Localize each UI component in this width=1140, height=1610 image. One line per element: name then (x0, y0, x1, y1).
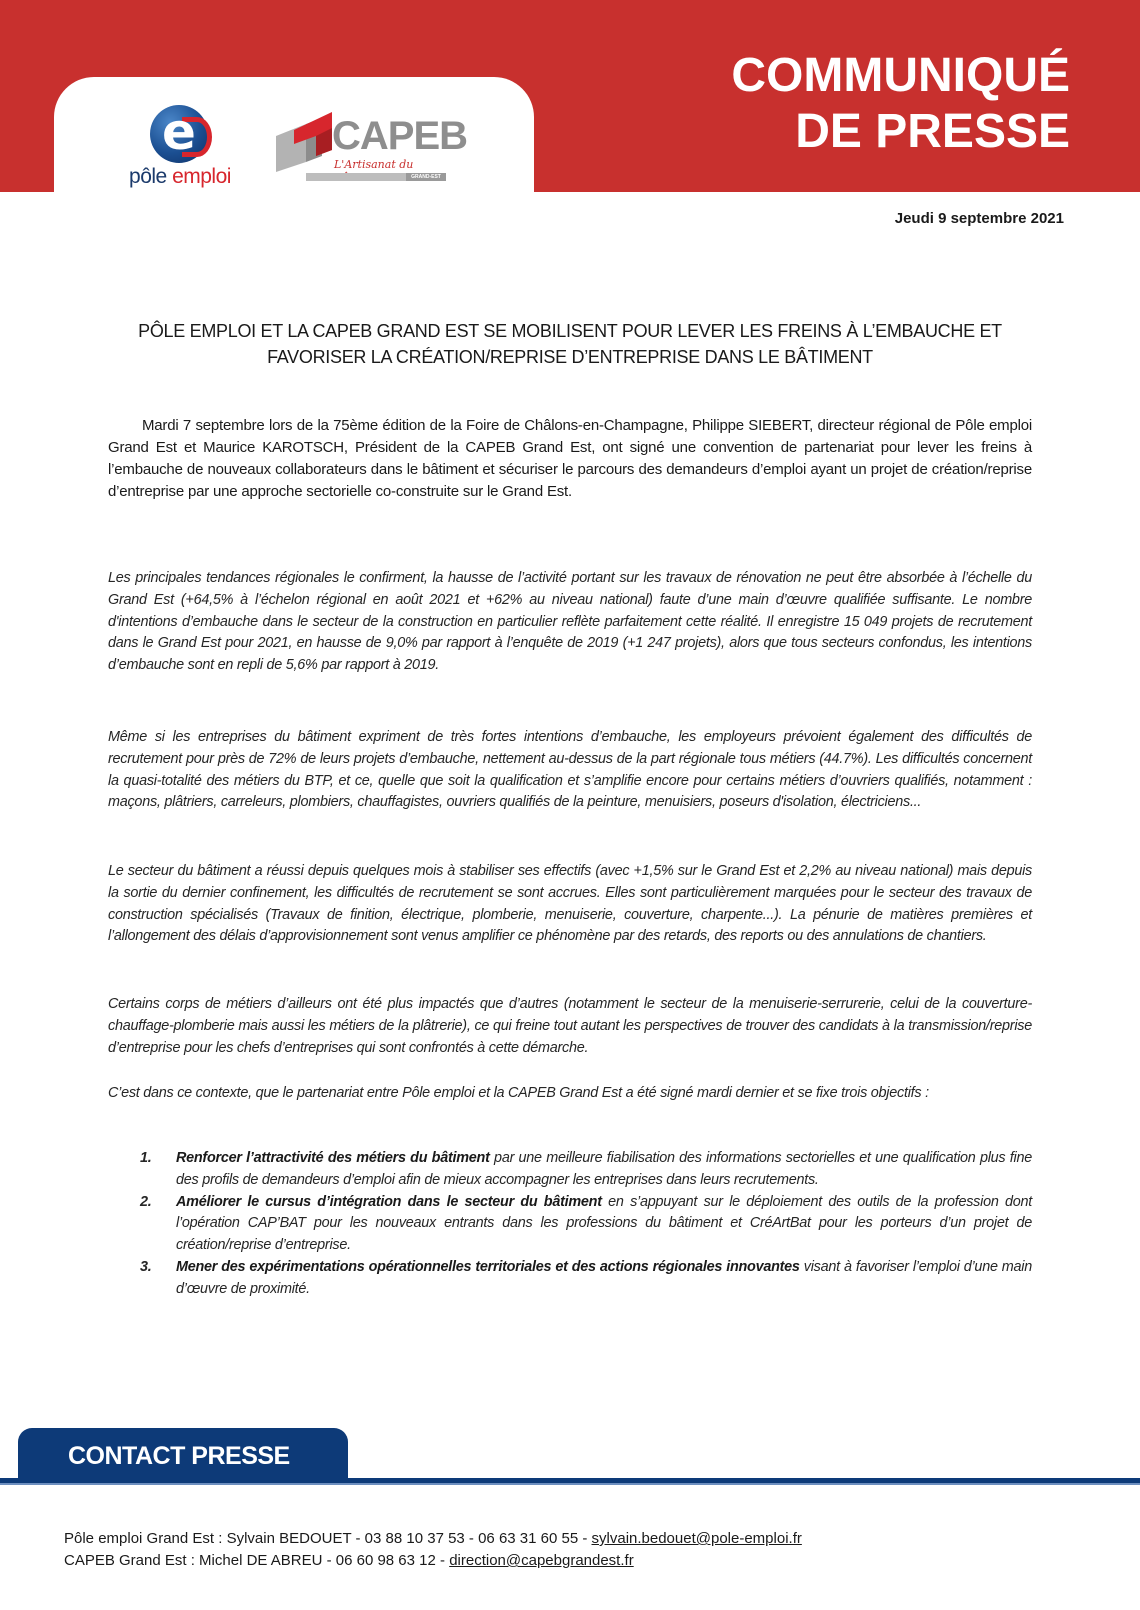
objective-text: par une meilleure fiabilisation des informations sectorielles et une qualification plus fine des profils de demandeurs d’emploi afin de mieux accompagner les entreprises dans leurs recrutements. (176, 1150, 1032, 1188)
pole-emploi-letter: e (162, 103, 196, 161)
pole-emploi-word-emploi: emploi (172, 165, 231, 188)
headline-line1: PÔLE EMPLOI ET LA CAPEB GRAND EST SE MOBILISENT POUR LEVER LES FREINS À L’EMBAUCHE ET (138, 321, 1002, 341)
capeb-tagline: L'Artisanat du (334, 158, 414, 171)
pole-emploi-wordmark (120, 165, 240, 189)
objective-item (140, 1192, 1032, 1257)
headline (100, 318, 1040, 370)
paragraph-trends: Les principales tendances régionales le confirment, la hausse de l’activité portant sur les travaux de rénovation ne peut être absorbée à l’échelle du Grand Est (+64,5% à l’échelon régional en août 2021 et +62% au niveau national) faute d’une main d’œuvre qualifiée suffisante. Le nombre d'intentions d’embauche dans le secteur de la construction en particulier reflète parfaitement cette réalité. Il enregistre 15 049 projets de recrutement dans le Grand Est pour 2021, en hausse de 9,0% par rapport à l’enquête de 2019 (+1 247 projets), alors que tous secteurs confondus, les intentions d’embauche sont en repli de 5,6% par rapport à 2019. (108, 570, 1032, 674)
contact-details: CAPEB Grand Est : Michel DE ABREU - 06 60 98 63 12 - (64, 1552, 450, 1569)
press-title-line1: COMMUNIQUÉ (731, 49, 1070, 102)
capeb-cube-logo-icon (276, 110, 340, 172)
objective-title: Mener des expérimentations opérationnelles territoriales et des actions régionales innovantes (176, 1258, 800, 1275)
objective-title: Améliorer le cursus d’intégration dans le secteur du bâtiment (176, 1193, 602, 1210)
press-release-title (731, 48, 1070, 160)
objectives-list (140, 1148, 1032, 1301)
email-link-capeb[interactable]: direction@capebgrandest.fr (449, 1552, 634, 1569)
objective-number: 1. (140, 1150, 152, 1166)
contact-line-pole-emploi (64, 1528, 802, 1550)
contact-line-capeb (64, 1550, 802, 1572)
contact-press-tab (18, 1428, 348, 1480)
capeb-region: GRAND-EST (406, 173, 446, 181)
paragraph-sector-stability: Le secteur du bâtiment a réussi depuis quelques mois à stabiliser ses effectifs (avec +1,5% sur le Grand Est et 2,2% au niveau national) mais depuis la sortie du dernier confinement, les difficultés de recrutement se sont accrues. Elles sont particulièrement marquées pour le secteur des travaux de construction spécialisés (Travaux de finition, électrique, plomberie, menuiserie, couverture, charpente...). La pénurie de matières premières et l’allongement des délais d’approvisionnement sont venus amplifier ce phénomène par des retards, des reports ou des annulations de chantiers. (108, 863, 1032, 945)
contact-list (64, 1528, 802, 1572)
headline-line2: FAVORISER LA CRÉATION/REPRISE D’ENTREPRISE DANS LE BÂTIMENT (267, 347, 873, 367)
contact-press-label: CONTACT PRESSE (68, 1442, 290, 1470)
email-link-pole-emploi[interactable]: sylvain.bedouet@pole-emploi.fr (591, 1530, 802, 1547)
pole-emploi-logo (120, 105, 240, 195)
capeb-logo (276, 110, 466, 192)
objective-item (140, 1257, 1032, 1301)
intro-paragraph: Mardi 7 septembre lors de la 75ème édition de la Foire de Châlons-en-Champagne, Philippe SIEBERT, directeur régional de Pôle emploi Grand Est et Maurice KAROTSCH, Président de la CAPEB Grand Est, ont signé une convention de partenariat pour lever les freins à l’embauche de nouveaux collaborateurs dans le bâtiment et sécuriser le parcours des demandeurs d’emploi ayant un projet de création/reprise d’entreprise par une approche sectorielle co-construite sur le Grand Est. (108, 417, 1032, 500)
contact-details: Pôle emploi Grand Est : Sylvain BEDOUET - 03 88 10 37 53 - 06 63 31 60 55 - (64, 1530, 592, 1547)
objective-number: 3. (140, 1258, 152, 1275)
paragraph-recruitment-difficulties: Même si les entreprises du bâtiment expriment de très fortes intentions d’embauche, les employeurs prévoient également des difficultés de recrutement pour près de 72% de leurs projets d’embauche, nettement au-dessus de la part régionale tous métiers (44.7%). Les difficultés concernent la quasi-totalité des métiers du BTP, et ce, quelle que soit la qualification et s’amplifie encore pour certains métiers d’ouvriers qualifiés, notamment : maçons, plâtriers, carreleurs, plombiers, chauffagistes, ouvriers qualifiés de la peinture, menuisiers, poseurs d'isolation, électriciens... (108, 729, 1032, 811)
press-title-line2: DE PRESSE (795, 105, 1070, 158)
objective-number: 2. (140, 1193, 152, 1210)
objective-text: en s’appuyant sur le déploiement des outils de la profession dont l’opération CAP’BAT pour les nouveaux entrants dans les professions du bâtiment et CréArtBat pour les porteurs d’un projet de création/reprise d’entreprise. (176, 1193, 1032, 1254)
objective-title: Renforcer l’attractivité des métiers du bâtiment (176, 1150, 490, 1166)
paragraph-impacted-trades: Certains corps de métiers d’ailleurs ont été plus impactés que d’autres (notamment le secteur de la menuiserie-serrurerie, celui de la couverture-chauffage-plomberie mais aussi les métiers de la plâtrerie), ce qui freine tout autant les perspectives de trouver des candidats à la transmission/reprise d’entreprise pour les chefs d’entreprises qui sont confrontés à cette démarche. (108, 996, 1032, 1056)
objective-text: visant à favoriser l’emploi d’une main d’œuvre de proximité. (176, 1258, 1032, 1297)
objective-item (140, 1148, 1032, 1192)
contact-divider (0, 1478, 1140, 1485)
pole-emploi-word-pole: pôle (129, 165, 167, 188)
capeb-name: CAPEB (332, 114, 468, 158)
paragraph-objectives-intro: C’est dans ce contexte, que le partenariat entre Pôle emploi et la CAPEB Grand Est a été signé mardi dernier et se fixe trois objectifs : (108, 1085, 929, 1101)
release-date: Jeudi 9 septembre 2021 (894, 210, 1064, 227)
